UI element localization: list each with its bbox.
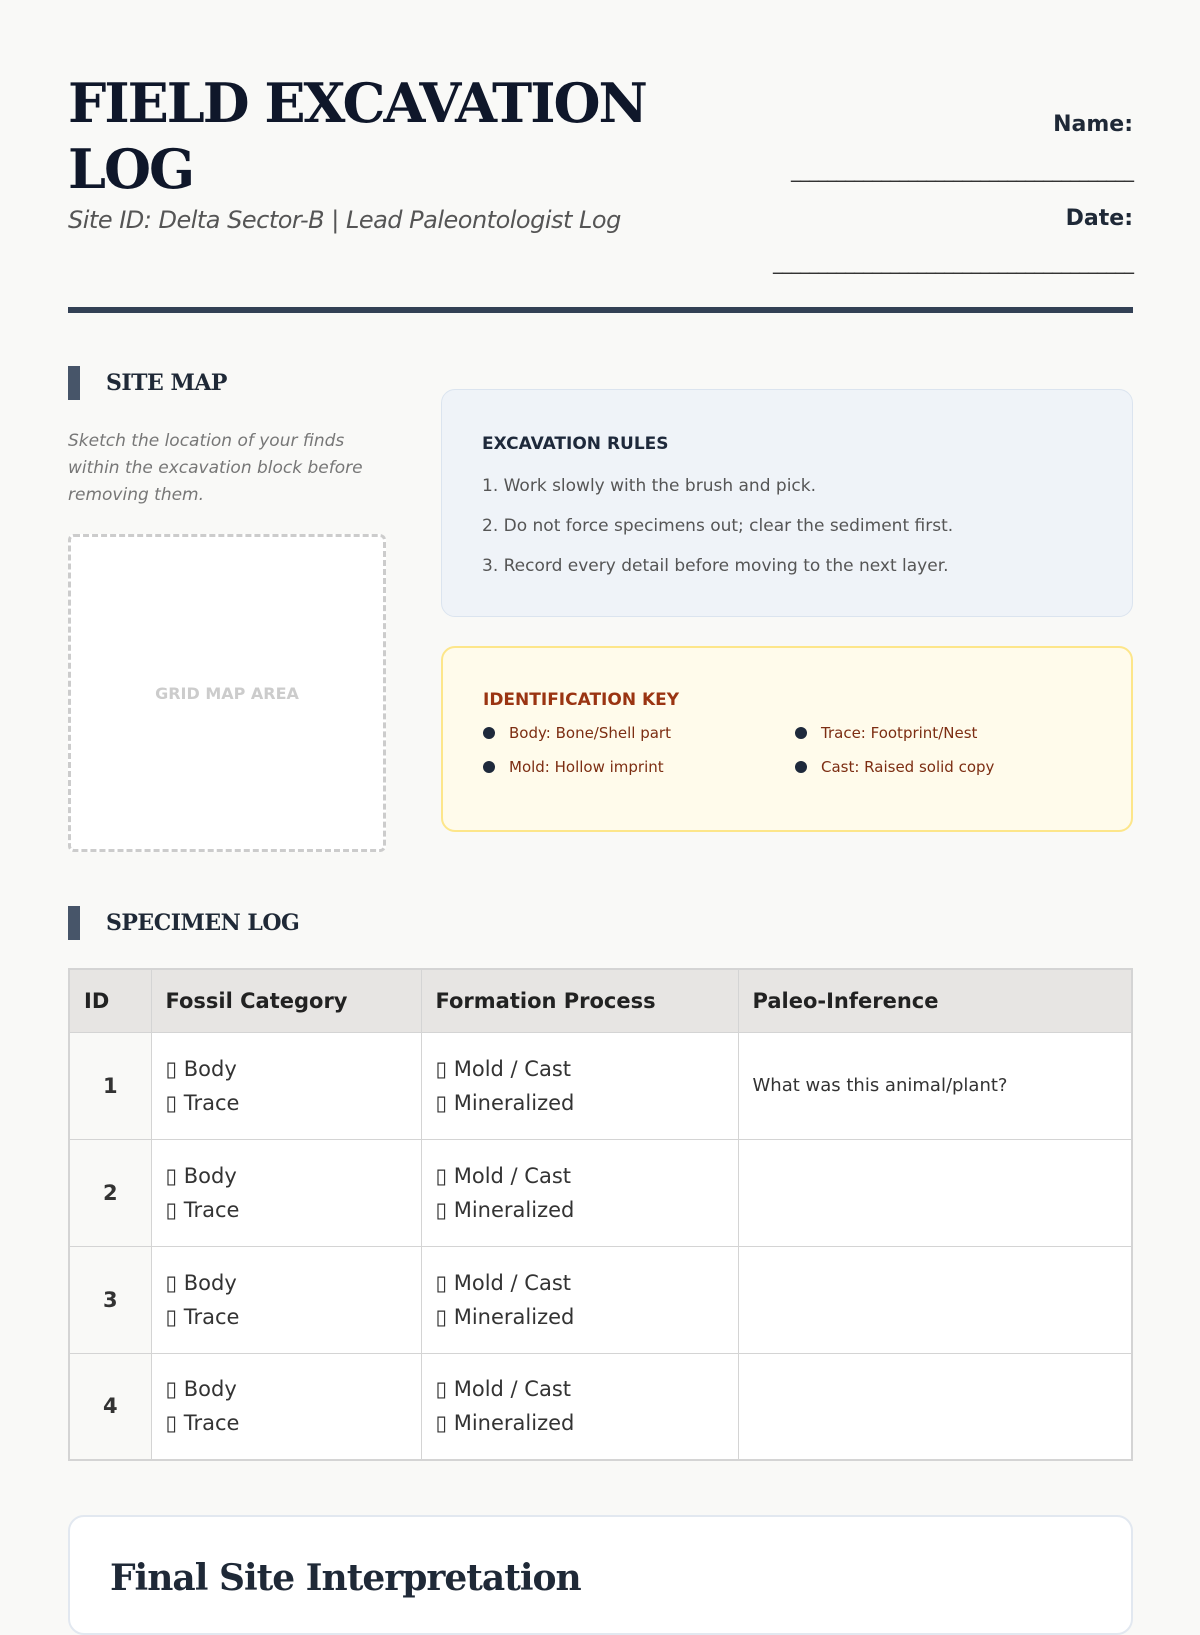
process-cell (421, 1353, 738, 1460)
key-item (483, 724, 795, 742)
grid-map-area[interactable] (68, 534, 386, 852)
section-title: SPECIMEN LOG (106, 910, 300, 936)
key-item-label: Trace: Footprint/Nest (821, 724, 978, 742)
checkbox-body[interactable]: ▯ Body (165, 1270, 237, 1295)
checkbox-trace[interactable]: ▯ Trace (165, 1411, 240, 1436)
table-row (69, 1139, 1132, 1246)
key-item-label: Body: Bone/Shell part (509, 724, 671, 742)
column-header-category: Fossil Category (151, 969, 421, 1032)
category-cell (151, 1032, 421, 1139)
bullet-icon (483, 761, 495, 773)
process-cell (421, 1032, 738, 1139)
final-interpretation-heading: Final Site Interpretation (110, 1557, 581, 1599)
key-item-label: Cast: Raised solid copy (821, 758, 995, 776)
checkbox-mold-cast[interactable]: ▯ Mold / Cast (435, 1270, 571, 1295)
identification-key-box (441, 646, 1133, 832)
checkbox-mold-cast[interactable]: ▯ Mold / Cast (435, 1377, 571, 1402)
checkbox-mineralized[interactable]: ▯ Mineralized (435, 1411, 575, 1436)
checkbox-body[interactable]: ▯ Body (165, 1163, 237, 1188)
checkbox-mold-cast[interactable]: ▯ Mold / Cast (435, 1163, 571, 1188)
checkbox-body[interactable]: ▯ Body (165, 1056, 237, 1081)
rules-heading: EXCAVATION RULES (482, 434, 669, 454)
category-cell (151, 1139, 421, 1246)
site-map-note: Sketch the location of your finds within the excavation block before removing them. (68, 431, 363, 505)
final-interpretation-card (68, 1515, 1133, 1635)
checkbox-mineralized[interactable]: ▯ Mineralized (435, 1090, 575, 1115)
section-marker (68, 366, 80, 400)
process-cell (421, 1246, 738, 1353)
inference-cell[interactable] (738, 1246, 1132, 1353)
date-field[interactable]: ________________________________________ (773, 250, 1133, 274)
column-header-id: ID (69, 969, 151, 1032)
inference-cell[interactable] (738, 1139, 1132, 1246)
rule-item: 2. Do not force specimens out; clear the sediment first. (482, 516, 954, 536)
table-row (69, 1246, 1132, 1353)
page-title: FIELD EXCAVATION LOG (68, 71, 646, 201)
column-header-inference: Paleo-Inference (738, 969, 1132, 1032)
section-title: SITE MAP (106, 370, 227, 396)
rule-item: 3. Record every detail before moving to the next layer. (482, 556, 949, 576)
rule-item: 1. Work slowly with the brush and pick. (482, 476, 817, 496)
name-label: Name: (1053, 112, 1133, 137)
inference-cell[interactable] (738, 1353, 1132, 1460)
key-heading: IDENTIFICATION KEY (483, 690, 680, 710)
page-subtitle: Site ID: Delta Sector-B | Lead Paleontologist Log (68, 206, 621, 234)
name-field[interactable]: ______________________________________ (791, 158, 1133, 182)
checkbox-trace[interactable]: ▯ Trace (165, 1197, 240, 1222)
bullet-icon (483, 727, 495, 739)
specimen-id: 2 (69, 1139, 151, 1246)
specimen-table (68, 968, 1133, 1461)
bullet-icon (795, 727, 807, 739)
column-header-process: Formation Process (421, 969, 738, 1032)
checkbox-body[interactable]: ▯ Body (165, 1377, 237, 1402)
inference-cell[interactable]: What was this animal/plant? (738, 1032, 1132, 1139)
category-cell (151, 1353, 421, 1460)
specimen-log-heading (68, 906, 299, 940)
header-divider (68, 307, 1133, 313)
bullet-icon (795, 761, 807, 773)
specimen-id: 1 (69, 1032, 151, 1139)
date-label: Date: (1065, 206, 1133, 231)
checkbox-mold-cast[interactable]: ▯ Mold / Cast (435, 1056, 571, 1081)
grid-map-placeholder: GRID MAP AREA (155, 683, 299, 703)
specimen-id: 3 (69, 1246, 151, 1353)
key-item-label: Mold: Hollow imprint (509, 758, 664, 776)
key-item (795, 758, 1095, 776)
key-item (483, 758, 795, 776)
checkbox-mineralized[interactable]: ▯ Mineralized (435, 1197, 575, 1222)
category-cell (151, 1246, 421, 1353)
process-cell (421, 1139, 738, 1246)
site-map-heading (68, 366, 227, 400)
checkbox-trace[interactable]: ▯ Trace (165, 1090, 240, 1115)
specimen-id: 4 (69, 1353, 151, 1460)
checkbox-trace[interactable]: ▯ Trace (165, 1304, 240, 1329)
checkbox-mineralized[interactable]: ▯ Mineralized (435, 1304, 575, 1329)
excavation-rules-box (441, 389, 1133, 617)
table-row (69, 1032, 1132, 1139)
key-item (795, 724, 1095, 742)
section-marker (68, 906, 80, 940)
table-row (69, 1353, 1132, 1460)
